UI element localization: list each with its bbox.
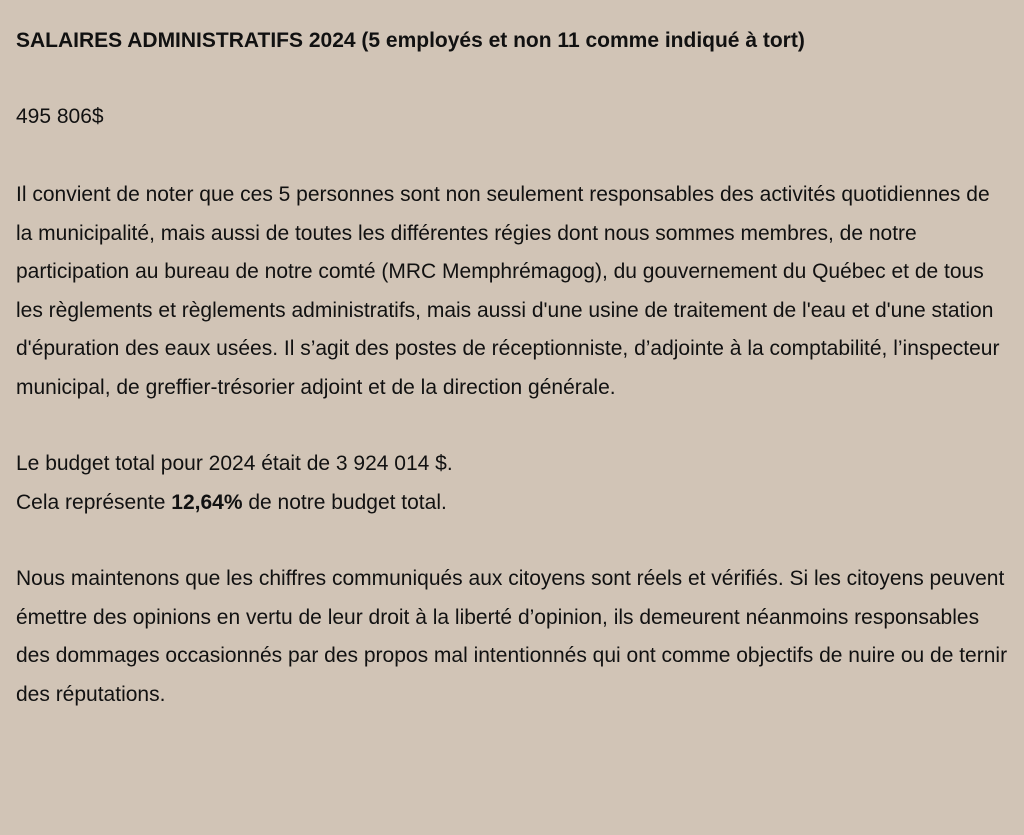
budget-block [16, 445, 1008, 522]
paragraph-accountability: Nous maintenons que les chiffres communiqués aux citoyens sont réels et vérifiés. Si les citoyens peuvent émettre des opinions en vertu de leur droit à la liberté d’opinion, ils demeurent néanmoins responsables des dommages occasionnés par des propos mal intentionnés qui ont comme objectifs de nuire ou de ternir des réputations. [16, 567, 1008, 706]
salary-total-amount: 495 806$ [16, 105, 104, 128]
budget-percentage-line [16, 484, 1008, 523]
paragraph-responsibilities: Il convient de noter que ces 5 personnes sont non seulement responsables des activités quotidiennes de la municipalité, mais aussi de toutes les différentes régies dont nous sommes membres, de notre participation au bureau de notre comté (MRC Memphrémagog), du gouvernement du Québec et de tous les règlements et règlements administratifs, mais aussi d'une usine de traitement de l'eau et d'une station d'épuration des eaux usées. Il s’agit des postes de réceptionniste, d’adjointe à la comptabilité, l’inspecteur municipal, de greffier-trésorier adjoint et de la direction générale. [16, 183, 1000, 399]
budget-percentage-suffix: de notre budget total. [242, 490, 447, 514]
budget-percentage-value: 12,64% [171, 490, 243, 514]
document-title: SALAIRES ADMINISTRATIFS 2024 (5 employés et non 11 comme indiqué à tort) [16, 29, 805, 52]
budget-total-line: Le budget total pour 2024 était de 3 924 014 $. [16, 452, 453, 475]
budget-percentage-prefix: Cela représente [16, 490, 172, 514]
